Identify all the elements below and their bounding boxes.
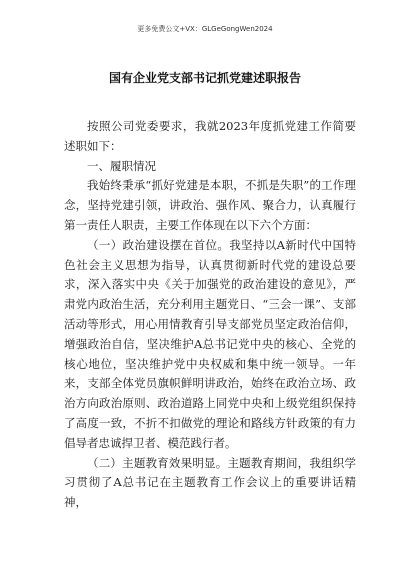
paragraph-intro: 按照公司党委要求，我就2023年度抓党建工作简要述职如下： <box>64 119 356 153</box>
section-heading: 一、履职情况 <box>87 158 156 173</box>
paragraph-item-1: （一）政治建设摆在首位。我坚持以A新时代中国特色社会主义思想为指导，认真贯彻新时代党的建设总要求，深入落实中央《关于加强党的政治建设的意见》，严肃党内政治生活，充分利用主题党日、“三会一课”、支部活动等形式，用心用情教育引导支部党员坚定政治信仰，增强政治自信，坚决维护A总书记党中央的核心、全党的核心地位，坚决维护党中央权威和集中统一领导。一年来，支部全体党员旗帜鲜明讲政治，始终在政治立场、政治方向政治原则、政治道路上同党中央和上级党组织保持了高度一致，不折不扣做党的理论和路线方针政策的有力倡导者忠诚捍卫者、模范践行者。 <box>64 237 356 450</box>
paragraph-item-2: （二）主题教育效果明显。主题教育期间，我组织学习贯彻了A总书记在主题教育工作会议上的重要讲话精神， <box>64 455 356 510</box>
document-title: 国有企业党支部书记抓党建述职报告 <box>108 71 301 85</box>
header-note: 更多免费公文+VX：GLGeGongWen2024 <box>137 25 273 33</box>
paragraph-overview: 我始终秉承“抓好党建是本职，不抓是失职”的工作理念，坚持党建引领，讲政治、强作风、聚合力，认真履行第一责任人职责，主要工作体现在以下六个方面： <box>64 178 356 232</box>
document-body <box>64 117 356 513</box>
